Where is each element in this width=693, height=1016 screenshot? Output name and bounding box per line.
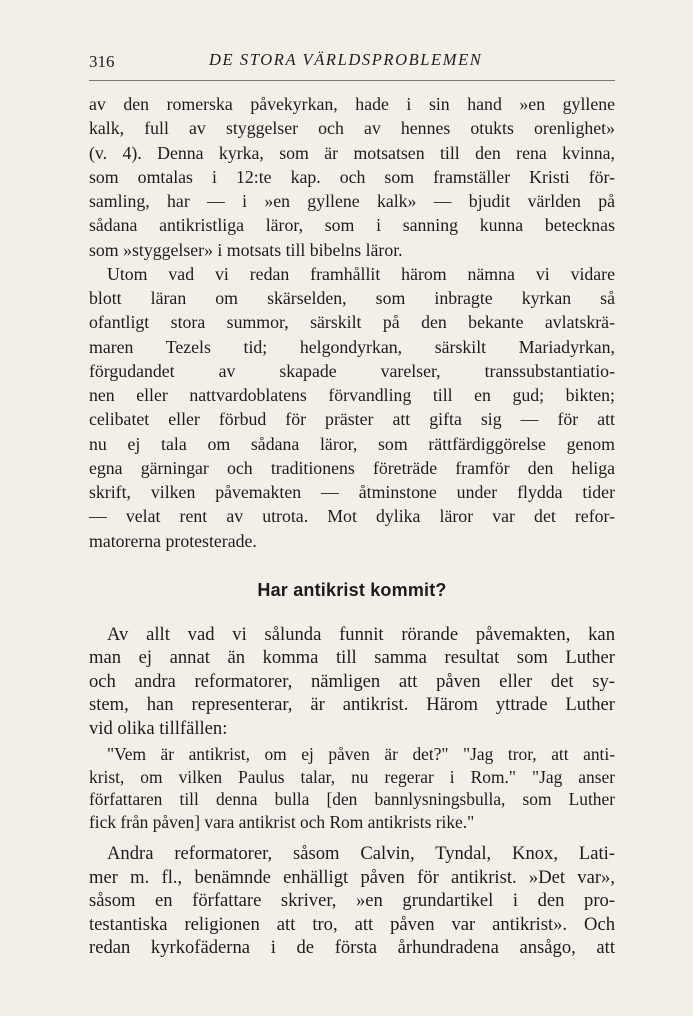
text-line: Andra reformatorer, såsom Calvin, Tyndal, Knox, Lati-: [107, 843, 615, 864]
text-line: krist, om vilken Paulus talar, nu regerar i Rom." "Jag anser: [89, 766, 615, 787]
text-line: förgudandet av skapade varelser, transsubstantiatio-: [89, 360, 615, 381]
text-line: och andra reformatorer, nämligen att påven eller det sy-: [89, 670, 615, 692]
text-line: ofantligt stora summor, särskilt på den bekante avlatskrä-: [89, 312, 615, 333]
paragraph-other-reformers: [89, 842, 615, 960]
text-line: vid olika tillfällen:: [89, 717, 228, 739]
text-line: Av allt vad vi sålunda funnit rörande påvemakten, kan: [107, 624, 615, 645]
text-line: blott läran om skärselden, som inbragte kyrkan så: [89, 288, 615, 308]
text-line: av den romerska påvekyrkan, hade i sin hand »en gyllene: [89, 94, 615, 114]
text-line: matorerna protesterade.: [89, 530, 257, 551]
page-header: [89, 50, 615, 81]
text-line: fick från påven] vara antikrist och Rom antikrists rike.": [89, 811, 475, 832]
section-heading: Har antikrist kommit?: [257, 580, 447, 600]
text-line: testantiska religionen att tro, att påven var antikrist». Och: [89, 913, 615, 935]
page-number: 316: [89, 52, 115, 71]
paragraph-luther-conclusion: [89, 623, 615, 740]
text-line: egna gärningar och traditionens företräde framför den heliga: [89, 457, 615, 478]
text-line: — velat rent av utrota. Mot dylika läror var det refor-: [89, 506, 615, 527]
text-line: nen eller nattvardoblatens förvandling till en gud; bikten;: [89, 385, 615, 405]
text-line: sådana antikristliga läror, som i sanning kunna betecknas: [89, 215, 615, 236]
text-line: som »styggelser» i motsats till bibelns läror.: [89, 239, 403, 260]
text-line: man ej annat än komma till samma resultat som Luther: [89, 647, 615, 669]
text-line: skrift, vilken påvemakten — åtminstone under flydda tider: [89, 482, 615, 502]
text-line: celibatet eller förbud för präster att gifta sig — för att: [89, 409, 615, 430]
text-line: Utom vad vi redan framhållit härom nämna vi vidare: [107, 263, 615, 284]
text-line: författaren till denna bulla [den bannlysningsbulla, som Luther: [89, 789, 615, 810]
text-line: stem, han representerar, är antikrist. Härom yttrade Luther: [89, 694, 615, 716]
text-line: mer m. fl., benämnde enhälligt påven för antikrist. »Det var»,: [89, 866, 615, 888]
text-line: maren Tezels tid; helgondyrkan, särskilt Mariadyrkan,: [89, 336, 615, 357]
paragraph-antichrist-teachings: [89, 92, 615, 553]
text-line: "Vem är antikrist, om ej påven är det?" "Jag tror, att anti-: [107, 744, 615, 764]
text-line: nu ej tala om sådana läror, som rättfärdiggörelse genom: [89, 433, 615, 454]
text-line: kalk, full av styggelser och av hennes otukts orenlighet»: [89, 118, 615, 139]
running-head: DE STORA VÄRLDSPROBLEMEN: [209, 50, 483, 69]
text-line: samling, har — i »en gyllene kalk» — bjudit världen på: [89, 191, 615, 211]
text-line: (v. 4). Denna kyrka, som är motsatsen till den rena kvinna,: [89, 142, 615, 163]
text-line: som omtalas i 12:te kap. och som framställer Kristi för-: [89, 166, 615, 187]
text-line: redan kyrkofäderna i de första århundradena ansågo, att: [89, 937, 615, 959]
text-line: såsom en författare skriver, »en grundartikel i den pro-: [89, 890, 615, 912]
luther-quote: [89, 743, 615, 833]
